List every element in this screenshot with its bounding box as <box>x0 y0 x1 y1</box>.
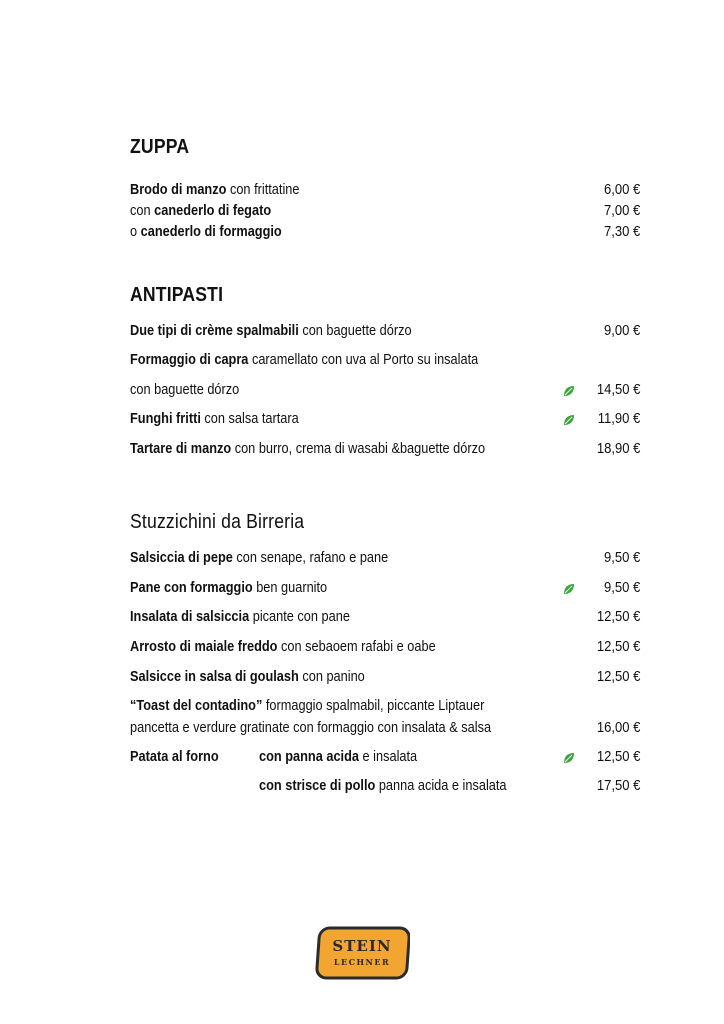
item-price: 12,50 € <box>596 609 640 625</box>
leaf-icon <box>562 413 576 427</box>
item-description: caramellato con uva al Porto su insalata <box>248 352 479 368</box>
item-description: panna acida e insalata <box>375 778 507 794</box>
item-name: Patata al forno <box>130 749 219 765</box>
item-description: ben guarnito <box>252 580 328 596</box>
leaf-icon <box>562 751 576 765</box>
item-name: Salsicce in salsa di goulash <box>130 669 299 685</box>
item-name: Insalata di salsiccia <box>130 609 250 625</box>
item-price: 12,50 € <box>596 749 640 765</box>
logo-line2: LECHNER <box>333 957 391 967</box>
item-description: pancetta e verdure gratinate con formaggio con insalata & salsa <box>130 720 492 736</box>
item-name: Brodo di manzo <box>130 182 227 198</box>
item-name: Formaggio di capra <box>130 352 249 368</box>
item-price: 9,00 € <box>603 323 640 339</box>
menu-item <box>130 379 640 401</box>
item-price: 16,00 € <box>596 720 640 736</box>
item-price: 9,50 € <box>603 580 640 596</box>
menu-item <box>130 717 640 739</box>
menu-item <box>130 200 640 222</box>
item-description: formaggio spalmabil, piccante Liptauer <box>262 698 485 714</box>
item-price: 6,00 € <box>603 182 640 198</box>
item-price: 17,50 € <box>596 778 640 794</box>
item-price: 14,50 € <box>596 382 640 398</box>
item-name: Salsiccia di pepe <box>130 550 233 566</box>
menu-item <box>130 695 640 717</box>
item-prefix: con <box>130 203 155 219</box>
item-variant: con strisce di pollo <box>259 778 376 794</box>
item-price: 11,90 € <box>597 411 640 427</box>
item-name: Funghi fritti <box>130 411 201 427</box>
menu-item <box>130 775 640 797</box>
menu-item <box>130 666 640 688</box>
section-title-antipasti: ANTIPASTI <box>130 284 224 306</box>
menu-item <box>130 221 640 243</box>
item-price: 18,90 € <box>596 441 640 457</box>
item-description: con burro, crema di wasabi &baguette dórzo <box>231 441 486 457</box>
stein-lechner-logo <box>314 925 410 981</box>
menu-item <box>130 438 640 460</box>
item-name: “Toast del contadino” <box>130 698 263 714</box>
item-description: con sebaoem rafabi e oabe <box>277 639 436 655</box>
menu-item <box>130 179 640 201</box>
item-description: con panino <box>298 669 365 685</box>
menu-item <box>130 408 640 430</box>
item-price: 7,30 € <box>603 224 640 240</box>
item-description: con baguette dórzo <box>298 323 412 339</box>
item-description: con frittatine <box>226 182 300 198</box>
item-name: Tartare di manzo <box>130 441 232 457</box>
item-description: con salsa tartara <box>200 411 299 427</box>
menu-item <box>130 636 640 658</box>
item-price: 7,00 € <box>603 203 640 219</box>
menu-item <box>130 349 640 371</box>
menu-item <box>130 320 640 342</box>
menu-item <box>130 606 640 628</box>
item-name: Due tipi di crème spalmabili <box>130 323 299 339</box>
menu-item <box>130 577 640 599</box>
section-title-zuppa: ZUPPA <box>130 136 190 158</box>
item-name: Pane con formaggio <box>130 580 253 596</box>
leaf-icon <box>562 384 576 398</box>
item-variant: con panna acida <box>259 749 359 765</box>
leaf-icon <box>562 582 576 596</box>
item-description: picante con pane <box>249 609 350 625</box>
item-description: e insalata <box>358 749 418 765</box>
item-description: con senape, rafano e pane <box>232 550 389 566</box>
item-description: con baguette dórzo <box>130 382 240 398</box>
item-name: Arrosto di maiale freddo <box>130 639 278 655</box>
menu-item <box>130 547 640 569</box>
item-name: canederlo di fegato <box>154 203 272 219</box>
item-price: 9,50 € <box>603 550 640 566</box>
logo-line1: STEIN <box>332 937 392 955</box>
item-name: canederlo di formaggio <box>140 224 282 240</box>
section-title-stuzzichini: Stuzzichini da Birreria <box>130 511 305 533</box>
item-price: 12,50 € <box>596 639 640 655</box>
menu-item <box>130 746 640 768</box>
item-prefix: o <box>130 224 141 240</box>
item-price: 12,50 € <box>596 669 640 685</box>
